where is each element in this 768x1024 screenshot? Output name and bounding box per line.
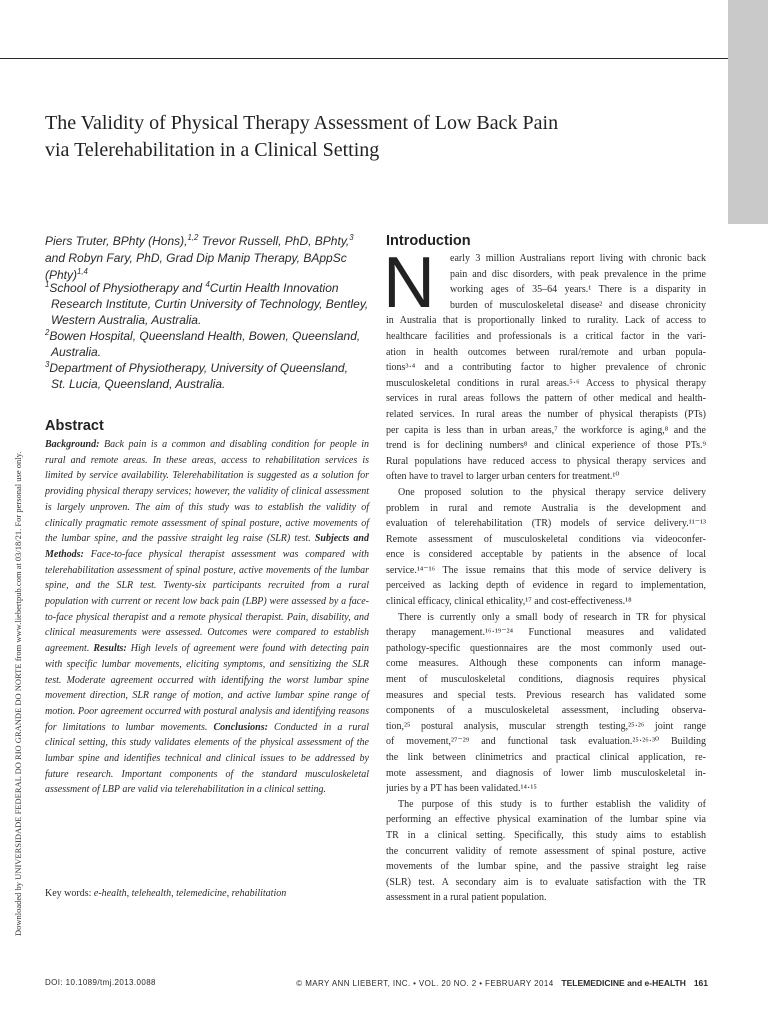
abstract-label-results: Results: [93, 643, 127, 655]
intro-line: ation in health outcomes between rural/remote and urban popula- [386, 346, 706, 358]
intro-line: Remote assessment of musculoskeletal conditions via videoconfer- [386, 533, 706, 545]
affil-text: Curtin Health Innovation [209, 281, 339, 295]
affil-marker: 3 [45, 360, 50, 369]
intro-line: musculoskeletal conditions in rural areas.⁵·⁶ Access to physical therapy [386, 377, 706, 389]
author-1-affil: 1,2 [187, 233, 199, 242]
intro-line: juries by a PT has been validated.¹⁴·¹⁵ [386, 783, 537, 795]
affil-text: Bowen Hospital, Queensland Health, Bowen, Queensland, [49, 329, 361, 343]
intro-line: therapy management.¹⁶·¹⁹⁻²⁴ Functional measures and validated [386, 627, 706, 639]
intro-line: of movement,²⁷⁻²⁹ and functional task evaluation.²⁵·²⁶·³⁰ Building [386, 736, 706, 748]
intro-line: come measures. Although these components can inform manage- [386, 658, 706, 670]
affil-marker: 4 [205, 280, 210, 289]
author-list [45, 233, 375, 284]
title-line: The Validity of Physical Therapy Assessment of Low Back Pain [45, 112, 559, 134]
abstract-label-conclusions: Conclusions: [213, 721, 268, 733]
affil-text: Department of Physiotherapy, University of Queensland, [49, 361, 348, 375]
abstract-conclusions-text: Conducted in a rural clinical setting, this study validates elements of the physical assessment of the lumbar spine and identifies technical and clinical issues to be addressed by future research. Important components of the standard musculoskeletal assessment of LBP are valid via telerehabilitation in a clinical setting. [45, 721, 369, 796]
abstract-methods-text: Face-to-face physical therapist assessment was compared with telerehabilitation assessment of spinal posture, active movements of the lumbar spine, and the SLR test. Twenty-six participants recruited from a rural population with current or recent low back pain (LBP) were assessed by a face-to-face physical therapist and a remote physical therapist. Pain, disability, and clinical measurements were assessed. Outcomes were compared to establish agreement. [45, 548, 369, 655]
author-2-affil: 3 [349, 233, 354, 242]
intro-line: pathology-specific questionnaires are the most commonly used out- [386, 642, 706, 654]
author-3: and Robyn Fary, PhD, Grad Dip Manip Therapy, BAppSc (Phty) [45, 251, 347, 282]
intro-line: Rural populations have reduced access to physical therapy services and [386, 455, 706, 467]
abstract-body [45, 437, 369, 798]
intro-line: TR in a clinical setting. Specifically, this study aims to establish [386, 829, 706, 841]
section-tab [728, 0, 768, 224]
affil-marker: 1 [45, 280, 50, 289]
intro-line: per capita is less than in urban areas,⁷ the workforce is aging,⁸ and the [386, 424, 706, 436]
abstract-label-methods: Subjects and Methods: [45, 533, 369, 560]
drop-cap: N [383, 243, 435, 323]
abstract-results-text: High levels of agreement were found with detecting pain with specific lumbar movements, eliciting symptoms, and sensitizing the SLR test. Moderate agreement occurred with identifying the worst lumbar spine movement direction, SLR range of motion, and active lumbar spine range of motion. Poor agreement occurred with postural analysis and identifying reasons for limitations to lumbar movements. [45, 643, 369, 733]
affil-text: Western Australia, Australia. [51, 313, 202, 327]
affiliation [45, 280, 375, 328]
intro-line: The purpose of this study is to further establish the validity of [398, 798, 706, 810]
introduction-body [386, 251, 706, 906]
intro-line: often have to travel to larger urban centers for treatment.¹⁰ [386, 471, 620, 483]
page-footer [45, 976, 708, 990]
abstract-label-background: Background: [45, 439, 100, 450]
intro-line: (SLR) test. A secondary aim is to evaluate satisfaction with the TR [386, 876, 706, 888]
journal-name: TELEMEDICINE and e-HEALTH [561, 978, 686, 988]
intro-line: ence is considered acceptable by patients in the absence of local [386, 549, 706, 561]
intro-line: performing an effective physical examination of the lumbar spine via [386, 814, 706, 826]
abstract-background-text: Back pain is a common and disabling condition for people in rural and remote areas. In these areas, access to rehabilitation services is limited by service availability. Telerehabilitation is suggested as a solution for providing physical therapy services; however, the validity of clinical assessment is largely unproven. The aim of this study was to establish the validity of clinically pragmatic remote assessment of spinal posture, active movements of the lumbar spine, and the passive straight leg raise (SLR) test. [45, 439, 369, 545]
issue-text: © MARY ANN LIEBERT, INC. • VOL. 20 NO. 2 • FEBRUARY 2014 [296, 979, 554, 988]
affiliation [45, 360, 375, 392]
abstract-heading: Abstract [45, 418, 104, 434]
intro-line: assessment in a rural patient population. [386, 892, 547, 904]
intro-line: tion,²⁵ postural analysis, muscular strength testing,²⁵·²⁶ joint range [386, 720, 706, 732]
intro-line: early 3 million Australians report living with chronic back [450, 253, 706, 264]
intro-line: in Australia that is proportionally linked to rurality. Lack of access to [386, 315, 706, 327]
header-rule [0, 58, 728, 59]
affiliations [45, 280, 375, 392]
affiliation [45, 328, 375, 360]
intro-line: clinical efficacy, clinical ethicality,¹⁷ and cost-effectiveness.¹⁸ [386, 596, 632, 608]
intro-line: movements of the lumbar spine, and the passive straight leg raise [386, 861, 706, 873]
intro-line: mote assessment, and diagnosis of lower limb musculoskeletal in- [386, 767, 706, 779]
intro-line: the concurrent validity of remote assessment of spinal posture, active [386, 845, 706, 857]
intro-line: related services. In rural areas the number of physical therapists (PTs) [386, 408, 706, 420]
affil-marker: 2 [45, 328, 50, 337]
download-notice: Downloaded by UNIVERSIDADE FEDERAL DO RIO GRANDE DO NORTE from www.liebertpub.com at 03/18/21. For personal use only. [13, 451, 23, 936]
article-title [45, 110, 685, 164]
intro-line: components of a musculoskeletal assessment, including observa- [386, 705, 706, 717]
keywords-label: Key words: [45, 888, 92, 899]
intro-line: perceived as lacking depth of evidence in regard to implementation, [386, 580, 706, 592]
issue-info [296, 976, 708, 991]
intro-line: problem in rural and remote Australia is the development and [386, 502, 706, 514]
affil-text: St. Lucia, Queensland, Australia. [51, 377, 226, 391]
intro-line: burden of musculoskeletal disease² and disease chronicity [450, 299, 706, 311]
intro-line: tions³·⁴ and a contributing factor to higher prevalence of chronic [386, 362, 706, 374]
intro-line: services in rural areas follows the pattern of other medical and health- [386, 393, 706, 405]
author-3-affil: 1,4 [77, 267, 88, 276]
intro-line: the link between clinimetrics and practical clinical application, re- [386, 752, 706, 763]
intro-line: One proposed solution to the physical therapy service delivery [398, 486, 706, 498]
intro-line: working ages of 35–64 years.¹ There is a disparity in [450, 284, 706, 296]
intro-line: ment of musculoskeletal conditions, diagnosis requires physical [386, 674, 706, 686]
title-line: via Telerehabilitation in a Clinical Setting [45, 139, 380, 161]
keywords [45, 886, 369, 901]
page-number: 161 [693, 978, 708, 988]
author-1: Piers Truter, BPhty (Hons), [45, 234, 188, 248]
intro-line: healthcare facilities and professionals is a critical factor in the vari- [386, 330, 706, 342]
affil-text: School of Physiotherapy and [49, 281, 206, 295]
affil-text: Australia. [51, 345, 102, 359]
intro-line: pain and disc disorders, with peak prevalence in the prime [450, 268, 706, 280]
doi: DOI: 10.1089/tmj.2013.0088 [45, 978, 156, 987]
keywords-text: e-health, telehealth, telemedicine, rehabilitation [93, 888, 287, 899]
affil-text: Research Institute, Curtin University of Technology, Bentley, [51, 297, 369, 311]
introduction-heading: Introduction [386, 233, 471, 249]
intro-line: trend is for declining numbers⁸ and clinical experience of those PTs.⁹ [386, 440, 706, 452]
intro-line: service.¹⁴⁻¹⁶ The issue remains that this mode of service delivery is [386, 564, 706, 576]
author-2: Trevor Russell, PhD, BPhty, [198, 234, 350, 248]
intro-line: evaluation of telerehabilitation (TR) models of service delivery.¹¹⁻¹³ [386, 518, 706, 530]
intro-line: There is currently only a small body of research in TR for physical [398, 611, 706, 623]
intro-line: measures and special tests. Previous research has validated some [386, 689, 706, 701]
